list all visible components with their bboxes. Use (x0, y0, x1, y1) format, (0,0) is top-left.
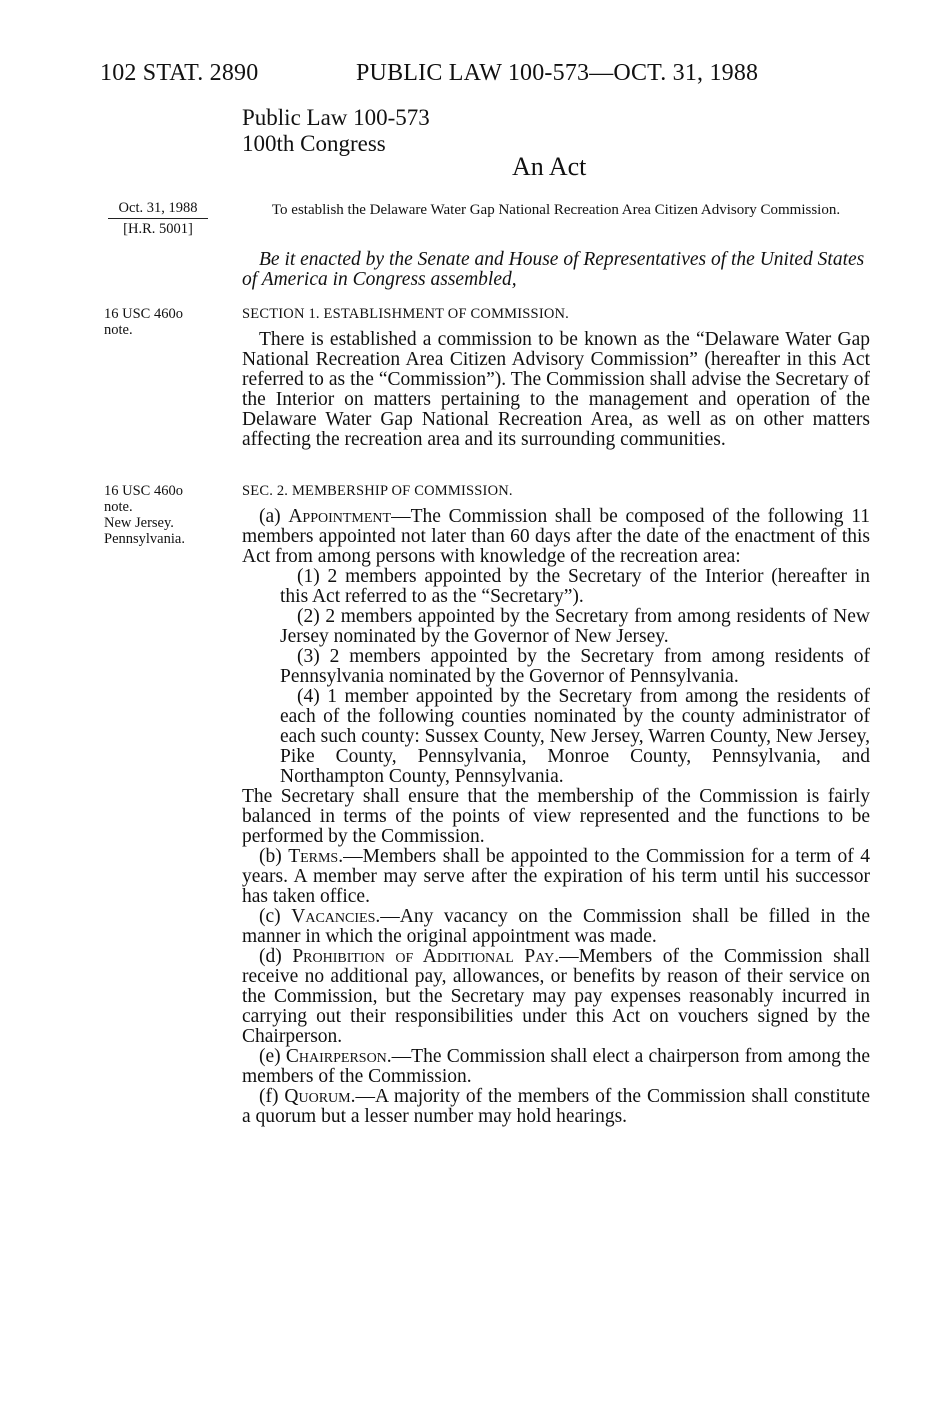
subsection-caption: Terms (288, 846, 339, 867)
paragraph-1: (1) 2 members appointed by the Secretary of the Interior (hereafter in this Act referred to as the “Secretary”). (280, 566, 870, 607)
section-1-heading: SECTION 1. ESTABLISHMENT OF COMMISSION. (242, 306, 570, 322)
law-title-block (242, 105, 430, 157)
margin-note-cite: 16 USC 460o (104, 306, 183, 322)
section-2-body (242, 507, 870, 1127)
subsection-a (242, 507, 870, 567)
margin-note-cite: 16 USC 460o (104, 483, 183, 499)
subsection-b (242, 847, 870, 907)
subsection-caption: Appointment (288, 506, 392, 527)
subsection-label: (c) (259, 906, 292, 927)
enacting-clause: Be it enacted by the Senate and House of Representatives of the United States of America in Congress assembled, (242, 249, 865, 290)
subsection-caption: Vacancies (291, 906, 376, 927)
margin-note-state: Pennsylvania. (104, 531, 185, 547)
margin-divider (108, 218, 208, 219)
subsection-caption: Quorum (284, 1086, 351, 1107)
margin-note-state: New Jersey. (104, 515, 174, 531)
section-2-heading: SEC. 2. MEMBERSHIP OF COMMISSION. (242, 483, 513, 499)
margin-note-word: note. (104, 322, 133, 338)
subsection-text: —The Commission shall be composed of the following 11 members appointed not later than 60 days after the date of the enactment of this Act from among persons with knowledge of the recreation area: (242, 506, 870, 567)
subsection-label: (b) (259, 846, 289, 867)
law-number: Public Law 100-573 (242, 105, 430, 130)
paragraph-3: (3) 2 members appointed by the Secretary from among residents of Pennsylvania nominated by the Governor of Pennsylvania. (280, 646, 870, 687)
running-title: PUBLIC LAW 100-573—OCT. 31, 1988 (356, 60, 759, 86)
subsection-f (242, 1087, 870, 1127)
subsection-label: (a) (259, 506, 289, 527)
margin-note-1 (104, 306, 183, 338)
balance-clause: The Secretary shall ensure that the membership of the Commission is fairly balanced in terms of the points of view represented and the functions to be performed by the Commission. (242, 786, 870, 847)
subsection-text: .—Members shall be appointed to the Commission for a term of 4 years. A member may serve after the expiration of his term until his successor has taken office. (242, 846, 870, 907)
subsection-label: (d) (259, 946, 293, 967)
an-act-heading: An Act (512, 152, 587, 181)
section-1-body (242, 330, 870, 450)
margin-date: Oct. 31, 1988 (118, 200, 198, 216)
section-1-text: There is established a commission to be known as the “Delaware Water Gap National Recreation Area Citizen Advisory Commission” (hereafter in this Act referred to as the “Commission”). The Commission shall advise the Secretary of the Interior on matters pertaining to the management and operation of the Delaware Water Gap National Recreation Area, as well as on other matters affecting the recreation area and its surrounding communities. (242, 329, 870, 450)
margin-date-block (104, 199, 212, 238)
margin-bill-number: [H.R. 5001] (123, 221, 193, 237)
subsection-text: .—Members of the Commission shall receive no additional pay, allowances, or benefits by reason of their service on the Commission, but the Secretary may pay expenses reasonably incurred in carrying out their responsibilities under this Act on vouchers signed by the Chairperson. (242, 946, 870, 1047)
subsection-caption: Prohibition of Additional Pay (292, 946, 555, 967)
margin-note-word: note. (104, 499, 133, 515)
margin-note-2 (104, 483, 185, 547)
paragraph-4: (4) 1 member appointed by the Secretary from among the residents of each of the following counties nominated by the county administrator of each such county: Sussex County, New Jersey, Warren County, New Jersey, Pike County, Pennsylvania, Monroe County, Pennsylvania, and Northampton County, Pennsylvania. (280, 686, 870, 787)
paragraph-2: (2) 2 members appointed by the Secretary from among residents of New Jersey nominated by the Governor of New Jersey. (280, 606, 870, 647)
stat-reference: 102 STAT. 2890 (100, 60, 259, 86)
subsection-text: .—Any vacancy on the Commission shall be filled in the manner in which the original appointment was made. (242, 906, 870, 947)
subsection-caption: Chairperson (285, 1046, 387, 1067)
subsection-d (242, 947, 870, 1047)
congress-number: 100th Congress (242, 131, 386, 156)
purpose-statement: To establish the Delaware Water Gap National Recreation Area Citizen Advisory Commission. (271, 202, 841, 218)
subsection-label: (e) (259, 1046, 286, 1067)
subsection-e (242, 1047, 870, 1087)
subsection-c (242, 907, 870, 947)
subsection-label: (f) (259, 1086, 285, 1107)
subsection-text: .—A majority of the members of the Commission shall constitute a quorum but a lesser number may hold hearings. (242, 1086, 870, 1127)
subsection-text: .—The Commission shall elect a chairperson from among the members of the Commission. (242, 1046, 870, 1087)
